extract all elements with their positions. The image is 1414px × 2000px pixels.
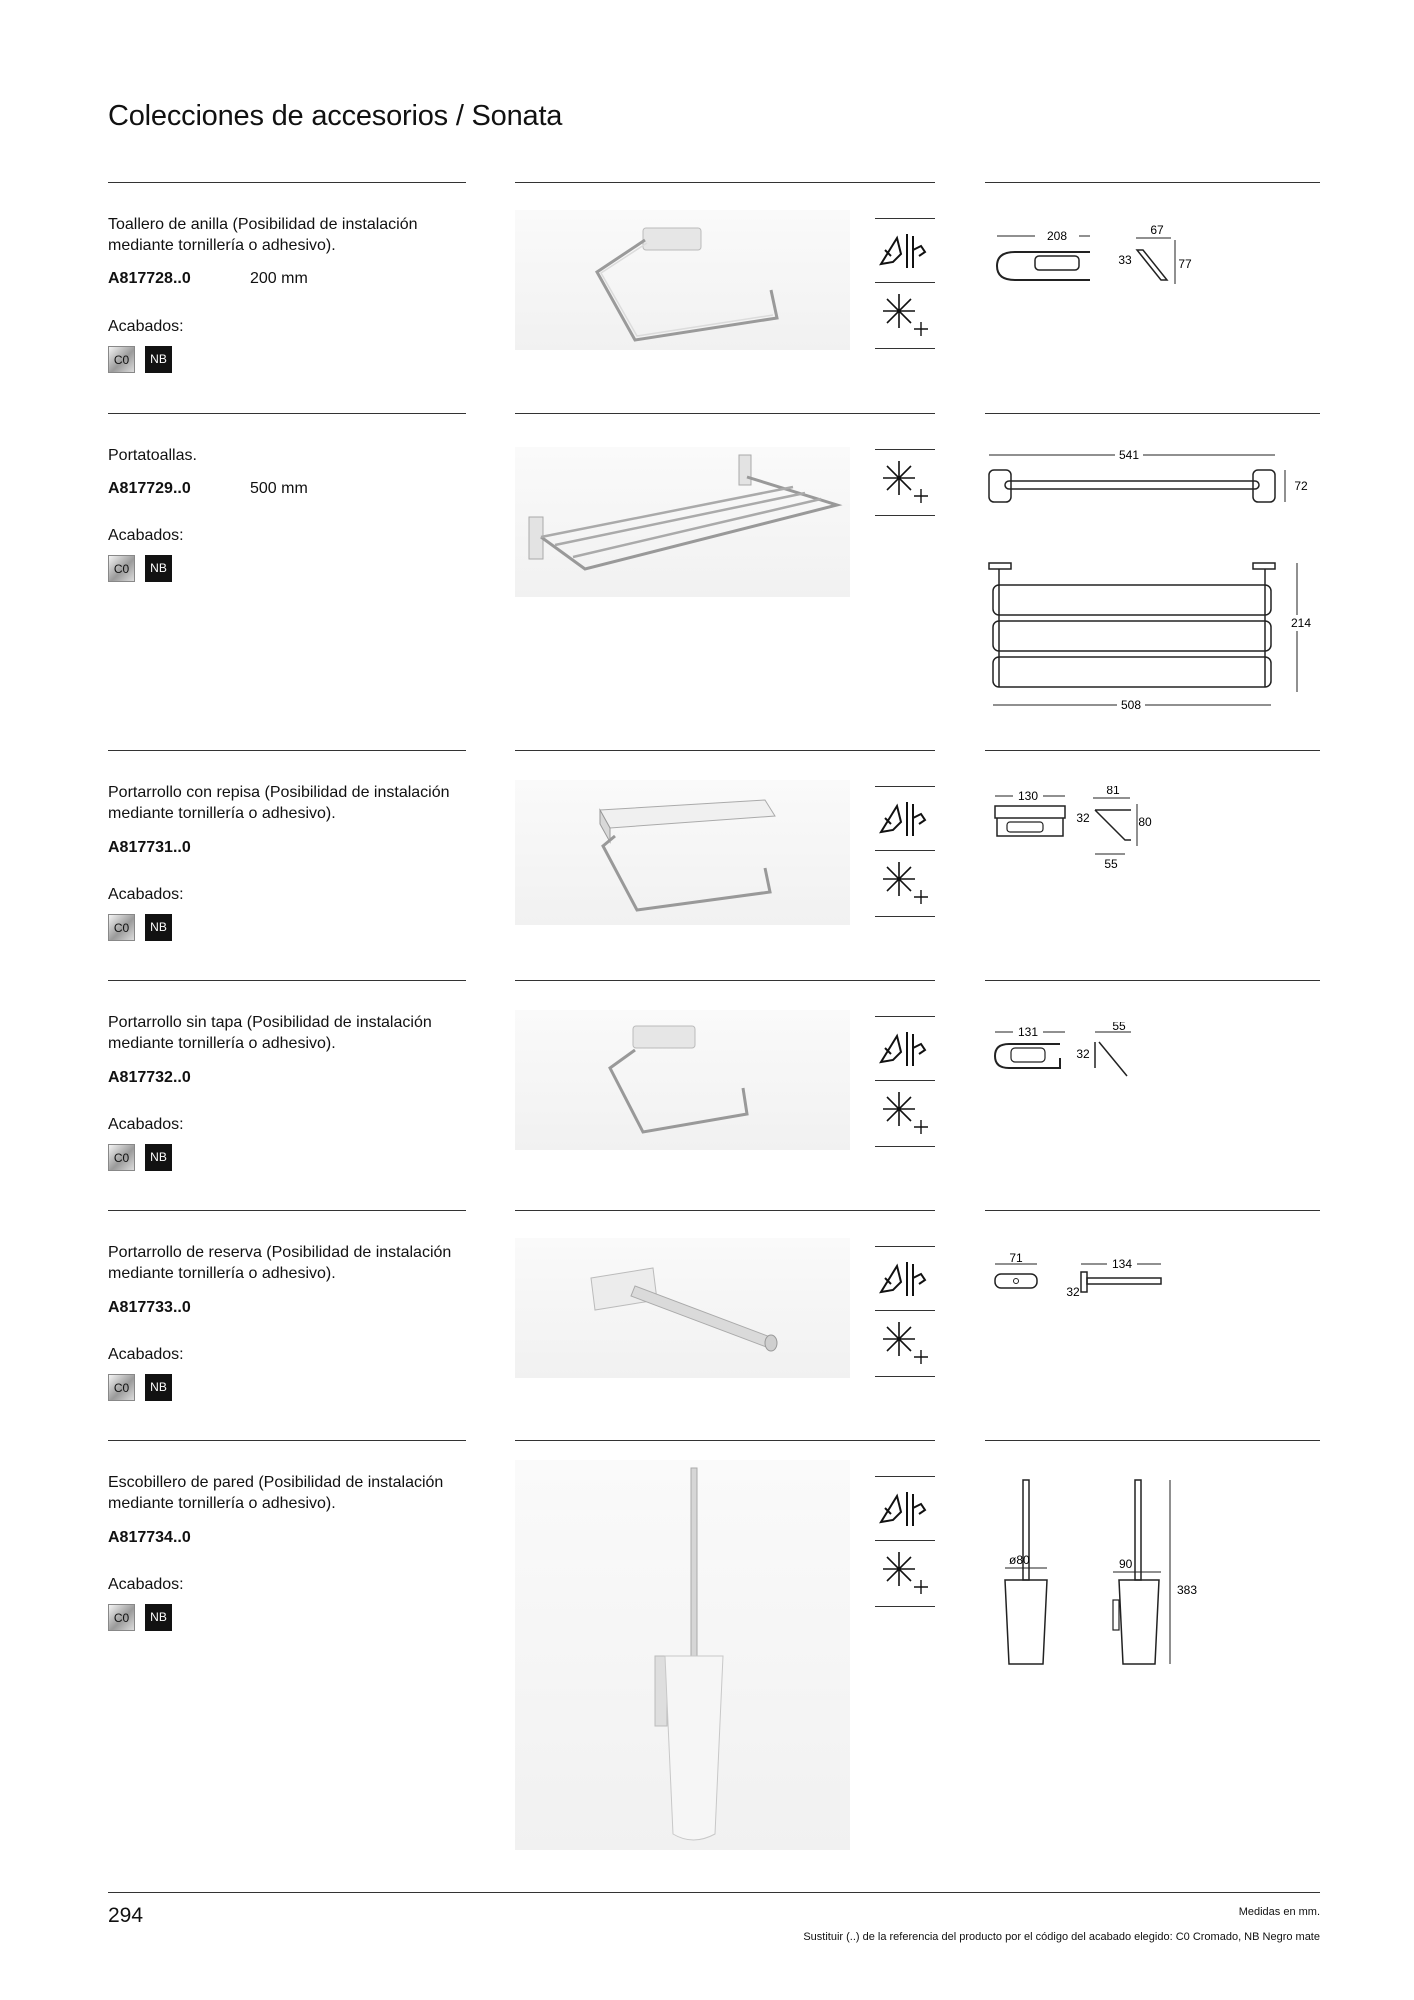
- product-description: Portarrollo de reserva (Posibilidad de instalación mediante tornillería o adhesivo).: [108, 1244, 452, 1282]
- technical-drawing: [985, 222, 1320, 302]
- dimension-label: 77: [1178, 257, 1192, 271]
- product-photo: [515, 1238, 850, 1378]
- dimension-label: 131: [1017, 1025, 1039, 1039]
- product-code: A817729..0: [108, 480, 191, 497]
- finish-black-swatch[interactable]: NB: [145, 914, 172, 941]
- section-divider: [985, 980, 1320, 981]
- product-section-5: [0, 1210, 1414, 1430]
- finishes-label: Acabados:: [108, 318, 184, 335]
- screw-adhesive-mount-icon: [875, 788, 935, 850]
- finish-chrome-swatch[interactable]: C0: [108, 1144, 135, 1171]
- dimension-label: 32: [1076, 1047, 1090, 1061]
- shine-finish-icon: [875, 1542, 935, 1604]
- product-description: Escobillero de pared (Posibilidad de instalación mediante tornillería o adhesivo).: [108, 1474, 444, 1512]
- dimension-label: 214: [1290, 616, 1312, 630]
- section-divider: [985, 182, 1320, 183]
- product-photo: [515, 1010, 850, 1150]
- section-divider: [515, 1440, 935, 1441]
- finishes-label: Acabados:: [108, 1116, 184, 1133]
- section-divider: [515, 413, 935, 414]
- section-divider: [108, 1210, 466, 1211]
- technical-drawing: [985, 786, 1320, 876]
- technical-drawing: [985, 1252, 1320, 1312]
- dimension-label: 134: [1111, 1257, 1133, 1271]
- product-size: 200 mm: [250, 270, 308, 287]
- shine-finish-icon: [875, 1312, 935, 1374]
- section-divider: [108, 1440, 466, 1441]
- product-description: Toallero de anilla (Posibilidad de instalación mediante tornillería o adhesivo).: [108, 216, 418, 254]
- shine-finish-icon: [875, 1082, 935, 1144]
- screw-adhesive-mount-icon: [875, 1478, 935, 1540]
- finish-chrome-swatch[interactable]: C0: [108, 1604, 135, 1631]
- page-number: 294: [108, 1904, 144, 1927]
- finish-black-swatch[interactable]: NB: [145, 1604, 172, 1631]
- product-size: 500 mm: [250, 480, 308, 497]
- spare-roll-holder-image: [515, 1238, 850, 1378]
- section-divider: [985, 750, 1320, 751]
- technical-drawing: [985, 1476, 1320, 1676]
- product-code: A817728..0: [108, 270, 191, 287]
- dimension-label: 130: [1017, 789, 1039, 803]
- dimension-label: 80: [1138, 815, 1152, 829]
- dimension-label: 32: [1076, 811, 1090, 825]
- product-photo: [515, 780, 850, 925]
- finishes-label: Acabados:: [108, 1576, 184, 1593]
- product-section-3: [0, 750, 1414, 970]
- product-section-4: [0, 980, 1414, 1200]
- footer-divider: [108, 1892, 1320, 1893]
- feature-icons: [875, 449, 935, 519]
- dimension-label: 33: [1118, 253, 1132, 267]
- section-divider: [108, 182, 466, 183]
- dimension-label: ø80: [1009, 1553, 1030, 1567]
- page-title: Colecciones de accesorios / Sonata: [108, 100, 563, 132]
- feature-icons: [875, 786, 935, 916]
- section-divider: [108, 413, 466, 414]
- finish-code-note: Sustituir (..) de la referencia del producto por el código del acabado elegido: C0 Cromado, NB Negro mate: [803, 1931, 1320, 1943]
- section-divider: [515, 750, 935, 751]
- product-photo: [515, 447, 850, 597]
- finishes-label: Acabados:: [108, 886, 184, 903]
- product-code: A817734..0: [108, 1529, 191, 1546]
- finishes-label: Acabados:: [108, 527, 184, 544]
- shine-finish-icon: [875, 451, 935, 513]
- section-divider: [108, 980, 466, 981]
- feature-icons: [875, 1246, 935, 1376]
- product-description: Portatoallas.: [108, 447, 197, 464]
- technical-drawing: [985, 437, 1320, 737]
- dimension-label: 72: [1294, 479, 1308, 493]
- finish-chrome-swatch[interactable]: C0: [108, 1374, 135, 1401]
- dimension-label: 208: [1046, 229, 1068, 243]
- section-divider: [515, 182, 935, 183]
- dimension-label: 32: [1066, 1285, 1080, 1299]
- dimension-label: 90: [1119, 1557, 1133, 1571]
- units-note: Medidas en mm.: [1238, 1906, 1320, 1918]
- towel-shelf-image: [515, 447, 850, 597]
- product-code: A817732..0: [108, 1069, 191, 1086]
- technical-drawing: [985, 1022, 1320, 1092]
- finishes-label: Acabados:: [108, 1346, 184, 1363]
- product-code: A817731..0: [108, 839, 191, 856]
- product-section-1: [0, 182, 1414, 382]
- section-divider: [985, 413, 1320, 414]
- finish-black-swatch[interactable]: NB: [145, 1374, 172, 1401]
- dimension-label: 55: [1104, 857, 1118, 871]
- dimension-label: 383: [1176, 1583, 1198, 1597]
- finish-black-swatch[interactable]: NB: [145, 346, 172, 373]
- toilet-brush-holder-image: [515, 1460, 850, 1850]
- product-description: Portarrollo con repisa (Posibilidad de instalación mediante tornillería o adhesivo).: [108, 784, 450, 822]
- dimension-label: 55: [1112, 1022, 1126, 1033]
- product-section-6: [0, 1440, 1414, 1860]
- toilet-roll-holder-image: [515, 1010, 850, 1150]
- dimension-label: 71: [1009, 1252, 1023, 1265]
- dimension-label: 508: [1120, 698, 1142, 712]
- towel-ring-image: [515, 210, 850, 350]
- section-divider: [108, 750, 466, 751]
- finish-chrome-swatch[interactable]: C0: [108, 346, 135, 373]
- feature-icons: [875, 1476, 935, 1606]
- finish-chrome-swatch[interactable]: C0: [108, 555, 135, 582]
- section-divider: [515, 980, 935, 981]
- product-section-2: [0, 413, 1414, 753]
- screw-adhesive-mount-icon: [875, 1018, 935, 1080]
- product-description: Portarrollo sin tapa (Posibilidad de instalación mediante tornillería o adhesivo).: [108, 1014, 432, 1052]
- product-photo: [515, 1460, 850, 1850]
- finish-black-swatch[interactable]: NB: [145, 1144, 172, 1171]
- finish-black-swatch[interactable]: NB: [145, 555, 172, 582]
- screw-adhesive-mount-icon: [875, 1248, 935, 1310]
- toilet-roll-holder-shelf-image: [515, 780, 850, 925]
- section-divider: [985, 1440, 1320, 1441]
- product-photo: [515, 210, 850, 350]
- dimension-label: 81: [1106, 786, 1120, 797]
- dimension-label: 541: [1118, 448, 1140, 462]
- feature-icons: [875, 218, 935, 348]
- feature-icons: [875, 1016, 935, 1146]
- product-code: A817733..0: [108, 1299, 191, 1316]
- section-divider: [515, 1210, 935, 1211]
- dimension-label: 67: [1150, 223, 1164, 237]
- shine-finish-icon: [875, 852, 935, 914]
- screw-adhesive-mount-icon: [875, 220, 935, 282]
- shine-finish-icon: [875, 284, 935, 346]
- section-divider: [985, 1210, 1320, 1211]
- finish-chrome-swatch[interactable]: C0: [108, 914, 135, 941]
